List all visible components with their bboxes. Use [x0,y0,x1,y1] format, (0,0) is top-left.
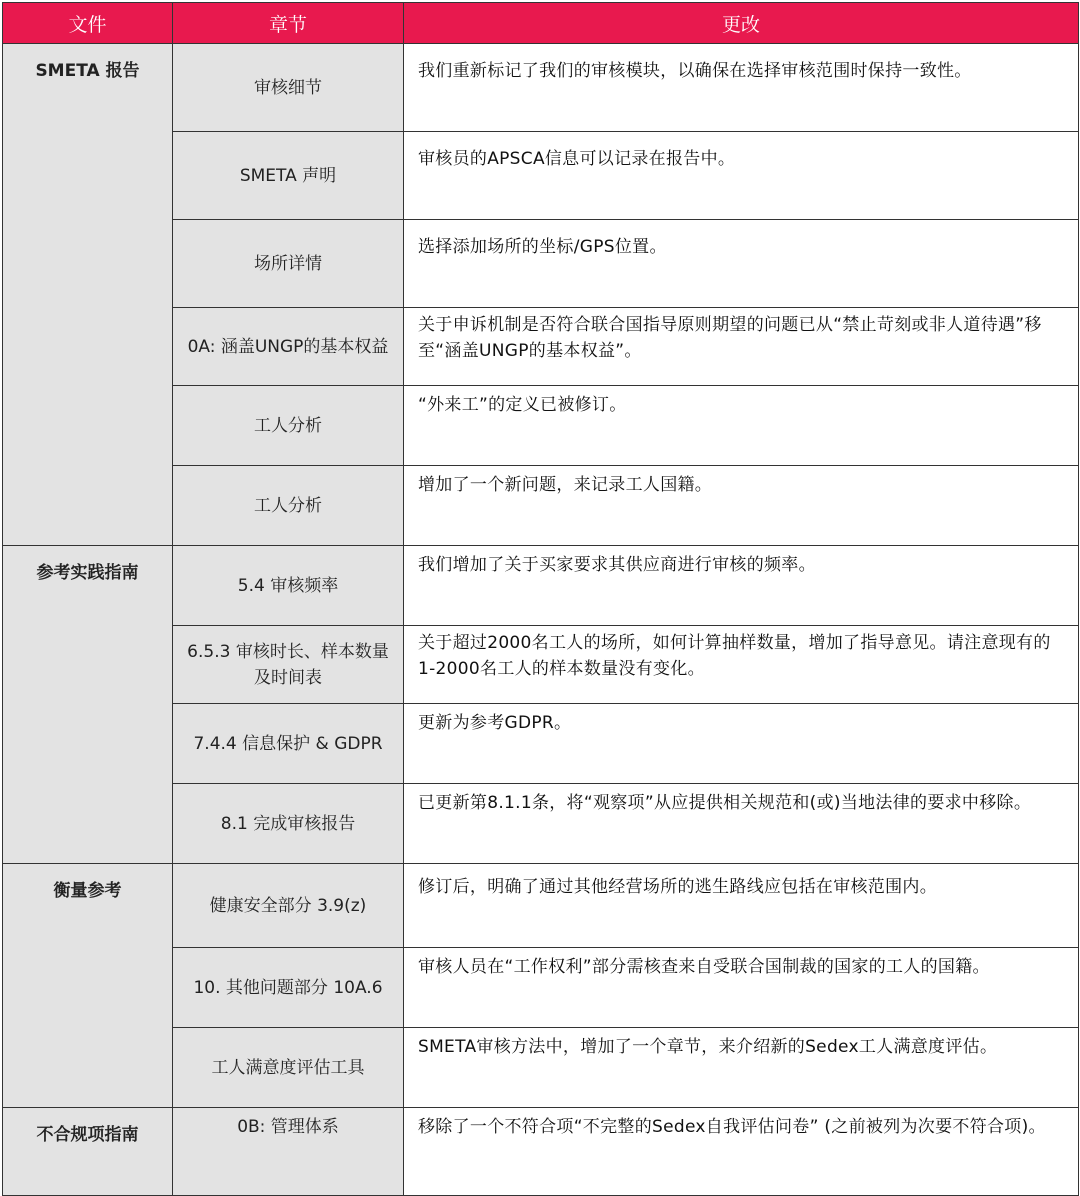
table-row [3,864,1079,948]
section-cell [173,386,404,466]
header-row [3,3,1079,44]
change-cell: “外来工”的定义已被修订。 [404,386,1079,466]
section-text: 工人满意度评估工具 [211,1057,365,1078]
section-cell [173,1028,404,1108]
change-cell: 增加了一个新问题，来记录工人国籍。 [404,466,1079,546]
change-cell: SMETA审核方法中，增加了一个章节，来介绍新的Sedex工人满意度评估。 [404,1028,1079,1108]
header-change: 更改 [404,3,1079,44]
section-text: SMETA 声明 [239,165,337,186]
table-row [3,1108,1079,1196]
header-section: 章节 [173,3,404,44]
header-document: 文件 [3,3,173,44]
section-cell [173,220,404,308]
change-cell: 修订后，明确了通过其他经营场所的逃生路线应包括在审核范围内。 [404,864,1079,948]
section-text: 8.1 完成审核报告 [220,813,356,834]
change-cell: 移除了一个不符合项“不完整的Sedex自我评估问卷” (之前被列为次要不符合项)。 [404,1108,1079,1196]
section-cell [173,948,404,1028]
section-text: 健康安全部分 3.9(z) [209,895,367,916]
section-cell [173,626,404,704]
change-cell: 关于申诉机制是否符合联合国指导原则期望的问题已从“禁止苛刻或非人道待遇”移至“涵盖UNGP的基本权益”。 [404,308,1079,386]
change-cell: 选择添加场所的坐标/GPS位置。 [404,220,1079,308]
section-cell [173,1108,404,1196]
table-row [3,44,1079,132]
section-text: 7.4.4 信息保护 & GDPR [193,733,383,754]
section-cell [173,132,404,220]
section-text: 审核细节 [254,77,322,98]
section-text: 工人分析 [254,495,322,516]
change-cell: 我们重新标记了我们的审核模块，以确保在选择审核范围时保持一致性。 [404,44,1079,132]
document-cell: SMETA 报告 [3,44,173,546]
table-row [3,546,1079,626]
section-text: 0B: 管理体系 [237,1117,339,1137]
change-cell: 审核员的APSCA信息可以记录在报告中。 [404,132,1079,220]
document-cell: 衡量参考 [3,864,173,1108]
section-text: 10. 其他问题部分 10A.6 [193,977,383,998]
section-cell [173,704,404,784]
section-text: 工人分析 [254,415,322,436]
section-cell [173,864,404,948]
section-cell [173,308,404,386]
change-cell: 已更新第8.1.1条，将“观察项”从应提供相关规范和(或)当地法律的要求中移除。 [404,784,1079,864]
section-text: 场所详情 [254,253,322,274]
section-text: 5.4 审核频率 [237,575,339,596]
changes-table [2,2,1079,1196]
section-cell [173,44,404,132]
section-cell [173,546,404,626]
change-cell: 审核人员在“工作权利”部分需核查来自受联合国制裁的国家的工人的国籍。 [404,948,1079,1028]
section-text: 0A: 涵盖UNGP的基本权益 [187,336,389,357]
section-cell [173,784,404,864]
change-cell: 我们增加了关于买家要求其供应商进行审核的频率。 [404,546,1079,626]
document-cell: 参考实践指南 [3,546,173,864]
change-cell: 更新为参考GDPR。 [404,704,1079,784]
document-cell: 不合规项指南 [3,1108,173,1196]
section-text: 6.5.3 审核时长、样本数量及时间表 [187,641,389,688]
section-cell [173,466,404,546]
change-cell: 关于超过2000名工人的场所，如何计算抽样数量，增加了指导意见。请注意现有的1-2000名工人的样本数量没有变化。 [404,626,1079,704]
